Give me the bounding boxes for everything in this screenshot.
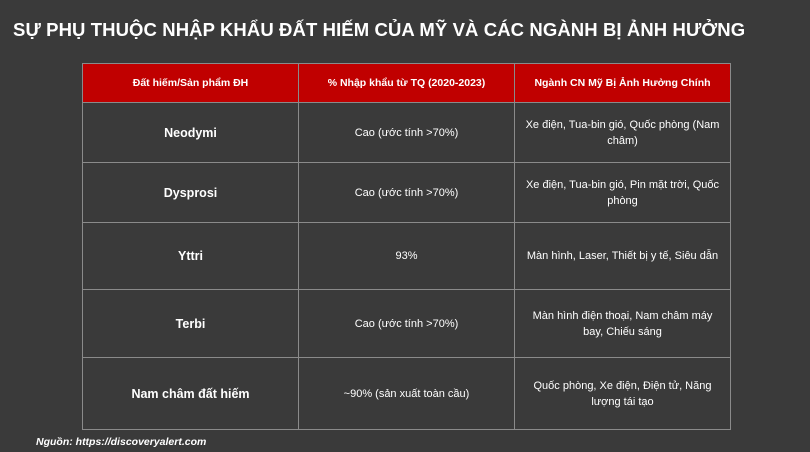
source-note: Nguồn: https://discoveryalert.com bbox=[36, 436, 207, 448]
cell-element: Terbi bbox=[83, 290, 299, 358]
cell-import-share: Cao (ước tính >70%) bbox=[299, 103, 515, 163]
cell-import-share: Cao (ước tính >70%) bbox=[299, 163, 515, 223]
cell-industries: Xe điện, Tua-bin gió, Quốc phòng (Nam châm) bbox=[515, 103, 731, 163]
cell-element: Nam châm đất hiếm bbox=[83, 358, 299, 430]
page-title: SỰ PHỤ THUỘC NHẬP KHẨU ĐẤT HIẾM CỦA MỸ VÀ CÁC NGÀNH BỊ ẢNH HƯỞNG bbox=[13, 19, 746, 40]
cell-industries: Màn hình điện thoại, Nam châm máy bay, Chiếu sáng bbox=[515, 290, 731, 358]
rare-earth-table bbox=[82, 63, 731, 430]
cell-element: Neodymi bbox=[83, 103, 299, 163]
cell-import-share: 93% bbox=[299, 223, 515, 290]
table-row bbox=[83, 163, 731, 223]
cell-import-share: Cao (ước tính >70%) bbox=[299, 290, 515, 358]
column-header-import-share: % Nhập khẩu từ TQ (2020-2023) bbox=[299, 64, 515, 103]
column-header-element: Đất hiếm/Sản phẩm ĐH bbox=[83, 64, 299, 103]
cell-element: Yttri bbox=[83, 223, 299, 290]
cell-industries: Xe điện, Tua-bin gió, Pin mặt trời, Quốc phòng bbox=[515, 163, 731, 223]
table-header-row bbox=[83, 64, 731, 103]
cell-element: Dysprosi bbox=[83, 163, 299, 223]
table-row bbox=[83, 358, 731, 430]
cell-industries: Màn hình, Laser, Thiết bị y tế, Siêu dẫn bbox=[515, 223, 731, 290]
table-row bbox=[83, 103, 731, 163]
column-header-affected-industries: Ngành CN Mỹ Bị Ảnh Hưởng Chính bbox=[515, 64, 731, 103]
table-row bbox=[83, 223, 731, 290]
cell-industries: Quốc phòng, Xe điện, Điện tử, Năng lượng tái tạo bbox=[515, 358, 731, 430]
table-row bbox=[83, 290, 731, 358]
cell-import-share: ~90% (sản xuất toàn cầu) bbox=[299, 358, 515, 430]
